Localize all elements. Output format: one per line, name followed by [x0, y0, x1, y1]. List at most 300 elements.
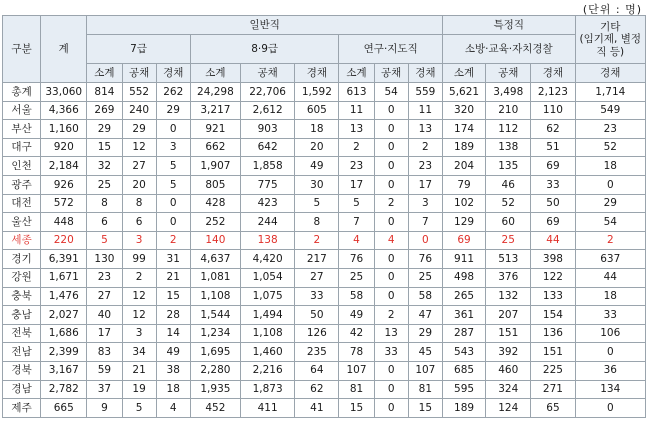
header-open: 공채	[241, 64, 295, 83]
table-cell: 448	[41, 213, 87, 232]
table-cell: 2,612	[241, 101, 295, 120]
table-cell: 34	[122, 343, 156, 362]
table-cell: 0	[156, 120, 190, 139]
table-cell: 0	[374, 250, 408, 269]
table-cell: 17	[408, 175, 442, 194]
table-cell: 18	[575, 157, 645, 176]
table-cell: 595	[442, 380, 485, 399]
table-cell: 40	[87, 306, 122, 325]
table-cell: 2	[295, 231, 339, 250]
table-cell: 0	[575, 343, 645, 362]
table-cell: 613	[339, 83, 374, 102]
table-cell: 9	[87, 399, 122, 418]
table-cell: 2,782	[41, 380, 87, 399]
header-career: 경채	[531, 64, 575, 83]
table-cell: 4	[339, 231, 374, 250]
table-cell: 2,184	[41, 157, 87, 176]
table-cell: 6	[87, 213, 122, 232]
table-cell: 81	[408, 380, 442, 399]
table-row	[3, 157, 646, 176]
row-region-name: 대구	[3, 138, 41, 157]
table-cell: 903	[241, 120, 295, 139]
table-cell: 174	[442, 120, 485, 139]
table-cell: 189	[442, 138, 485, 157]
table-cell: 76	[339, 250, 374, 269]
table-cell: 0	[374, 268, 408, 287]
table-cell: 0	[374, 287, 408, 306]
table-row	[3, 250, 646, 269]
table-cell: 52	[575, 138, 645, 157]
table-cell: 3	[122, 231, 156, 250]
table-cell: 4	[156, 399, 190, 418]
table-cell: 31	[156, 250, 190, 269]
table-cell: 62	[531, 120, 575, 139]
table-cell: 0	[374, 120, 408, 139]
table-cell: 2,123	[531, 83, 575, 102]
table-cell: 0	[374, 361, 408, 380]
table-cell: 25	[408, 268, 442, 287]
table-cell: 15	[339, 399, 374, 418]
table-cell: 207	[486, 306, 531, 325]
header-gubun: 구분	[3, 16, 41, 83]
table-cell: 411	[241, 399, 295, 418]
header-open: 공채	[374, 64, 408, 83]
table-cell: 3	[156, 138, 190, 157]
table-cell: 78	[339, 343, 374, 362]
table-cell: 12	[122, 287, 156, 306]
table-cell: 361	[442, 306, 485, 325]
table-row	[3, 324, 646, 343]
table-cell: 0	[374, 175, 408, 194]
table-cell: 29	[87, 120, 122, 139]
table-cell: 1,544	[190, 306, 240, 325]
table-cell: 27	[295, 268, 339, 287]
table-cell: 58	[408, 287, 442, 306]
table-cell: 920	[41, 138, 87, 157]
table-cell: 0	[374, 380, 408, 399]
table-cell: 1,907	[190, 157, 240, 176]
table-cell: 5	[295, 194, 339, 213]
table-cell: 14	[156, 324, 190, 343]
table-cell: 1,686	[41, 324, 87, 343]
table-row	[3, 399, 646, 418]
header-subtotal: 소계	[87, 64, 122, 83]
table-cell: 102	[442, 194, 485, 213]
table-cell: 240	[122, 101, 156, 120]
table-cell: 926	[41, 175, 87, 194]
table-cell: 1,476	[41, 287, 87, 306]
table-cell: 1,858	[241, 157, 295, 176]
table-cell: 0	[374, 213, 408, 232]
table-cell: 460	[486, 361, 531, 380]
header-special: 특정직	[442, 16, 575, 35]
table-cell: 1,494	[241, 306, 295, 325]
header-subtotal: 소계	[190, 64, 240, 83]
table-cell: 265	[442, 287, 485, 306]
header-career: 경채	[295, 64, 339, 83]
table-cell: 0	[374, 157, 408, 176]
table-cell: 428	[190, 194, 240, 213]
table-cell: 41	[295, 399, 339, 418]
table-cell: 151	[531, 343, 575, 362]
table-cell: 5	[339, 194, 374, 213]
table-cell: 5	[156, 157, 190, 176]
table-cell: 1,460	[241, 343, 295, 362]
table-row	[3, 120, 646, 139]
table-cell: 2,280	[190, 361, 240, 380]
table-cell: 134	[575, 380, 645, 399]
header-other	[575, 16, 645, 64]
table-row	[3, 138, 646, 157]
table-row	[3, 213, 646, 232]
table-cell: 2	[575, 231, 645, 250]
table-cell: 775	[241, 175, 295, 194]
row-region-name: 전남	[3, 343, 41, 362]
row-region-name: 제주	[3, 399, 41, 418]
table-cell: 29	[408, 324, 442, 343]
header-career: 경채	[156, 64, 190, 83]
header-research: 연구·지도직	[339, 35, 443, 64]
table-row	[3, 380, 646, 399]
table-cell: 18	[295, 120, 339, 139]
table-cell: 1,160	[41, 120, 87, 139]
unit-label: (단위 : 명)	[582, 3, 642, 16]
table-cell: 189	[442, 399, 485, 418]
table-cell: 1,592	[295, 83, 339, 102]
table-cell: 33	[531, 175, 575, 194]
table-row	[3, 83, 646, 102]
table-cell: 29	[575, 194, 645, 213]
table-cell: 23	[575, 120, 645, 139]
table-cell: 210	[486, 101, 531, 120]
table-cell: 5,621	[442, 83, 485, 102]
table-cell: 12	[122, 138, 156, 157]
table-cell: 12	[122, 306, 156, 325]
table-cell: 0	[156, 194, 190, 213]
table-cell: 24,298	[190, 83, 240, 102]
table-cell: 135	[486, 157, 531, 176]
table-cell: 136	[531, 324, 575, 343]
table-cell: 69	[442, 231, 485, 250]
table-cell: 122	[531, 268, 575, 287]
row-region-name: 서울	[3, 101, 41, 120]
table-cell: 54	[575, 213, 645, 232]
table-cell: 1,873	[241, 380, 295, 399]
header-general: 일반직	[87, 16, 443, 35]
table-cell: 21	[122, 361, 156, 380]
table-cell: 69	[531, 213, 575, 232]
table-cell: 58	[339, 287, 374, 306]
civil-servant-recruitment-table	[2, 15, 646, 418]
table-cell: 20	[295, 138, 339, 157]
header-special-sub: 소방·교육·자치경찰	[442, 35, 575, 64]
table-cell: 13	[408, 120, 442, 139]
table-cell: 1,075	[241, 287, 295, 306]
table-cell: 28	[156, 306, 190, 325]
table-cell: 23	[408, 157, 442, 176]
row-region-name: 경기	[3, 250, 41, 269]
table-row	[3, 175, 646, 194]
table-cell: 324	[486, 380, 531, 399]
table-cell: 49	[156, 343, 190, 362]
table-cell: 271	[531, 380, 575, 399]
table-cell: 320	[442, 101, 485, 120]
table-cell: 8	[122, 194, 156, 213]
table-cell: 46	[486, 175, 531, 194]
table-cell: 19	[122, 380, 156, 399]
table-cell: 51	[531, 138, 575, 157]
table-cell: 110	[531, 101, 575, 120]
table-cell: 11	[339, 101, 374, 120]
table-cell: 7	[408, 213, 442, 232]
table-cell: 0	[575, 175, 645, 194]
table-cell: 4,637	[190, 250, 240, 269]
table-cell: 69	[531, 157, 575, 176]
table-cell: 3,167	[41, 361, 87, 380]
table-row	[3, 194, 646, 213]
table-cell: 1,671	[41, 268, 87, 287]
table-cell: 20	[122, 175, 156, 194]
table-cell: 0	[156, 213, 190, 232]
table-cell: 0	[374, 138, 408, 157]
table-cell: 6,391	[41, 250, 87, 269]
table-cell: 59	[87, 361, 122, 380]
table-cell: 376	[486, 268, 531, 287]
table-cell: 2	[374, 194, 408, 213]
row-region-name: 충남	[3, 306, 41, 325]
table-cell: 1,695	[190, 343, 240, 362]
table-cell: 15	[408, 399, 442, 418]
table-cell: 2	[374, 306, 408, 325]
table-cell: 217	[295, 250, 339, 269]
table-cell: 3	[122, 324, 156, 343]
table-cell: 262	[156, 83, 190, 102]
table-cell: 130	[87, 250, 122, 269]
table-cell: 15	[87, 138, 122, 157]
table-cell: 29	[156, 101, 190, 120]
table-cell: 37	[87, 380, 122, 399]
header-subtotal: 소계	[339, 64, 374, 83]
table-cell: 3,498	[486, 83, 531, 102]
table-cell: 1,108	[190, 287, 240, 306]
row-region-name: 울산	[3, 213, 41, 232]
header-other-text: 기타 (임기제, 별정직 등)	[579, 20, 642, 58]
table-cell: 921	[190, 120, 240, 139]
table-cell: 2	[122, 268, 156, 287]
table-cell: 65	[531, 399, 575, 418]
table-cell: 642	[241, 138, 295, 157]
table-cell: 1,234	[190, 324, 240, 343]
table-cell: 33	[374, 343, 408, 362]
table-cell: 29	[122, 120, 156, 139]
table-cell: 62	[295, 380, 339, 399]
table-cell: 50	[295, 306, 339, 325]
table-cell: 2	[339, 138, 374, 157]
table-cell: 132	[486, 287, 531, 306]
row-region-name: 부산	[3, 120, 41, 139]
table-cell: 15	[156, 287, 190, 306]
table-cell: 8	[87, 194, 122, 213]
table-cell: 5	[87, 231, 122, 250]
table-row	[3, 268, 646, 287]
table-cell: 269	[87, 101, 122, 120]
table-cell: 252	[190, 213, 240, 232]
table-cell: 52	[486, 194, 531, 213]
table-cell: 79	[442, 175, 485, 194]
table-cell: 129	[442, 213, 485, 232]
table-cell: 27	[122, 157, 156, 176]
table-cell: 38	[156, 361, 190, 380]
table-cell: 32	[87, 157, 122, 176]
table-cell: 25	[486, 231, 531, 250]
table-cell: 4,366	[41, 101, 87, 120]
table-cell: 112	[486, 120, 531, 139]
table-cell: 2,399	[41, 343, 87, 362]
row-region-name: 인천	[3, 157, 41, 176]
table-cell: 498	[442, 268, 485, 287]
table-cell: 49	[295, 157, 339, 176]
table-cell: 50	[531, 194, 575, 213]
table-cell: 33	[295, 287, 339, 306]
table-cell: 805	[190, 175, 240, 194]
header-grade89: 8·9급	[190, 35, 339, 64]
table-cell: 13	[374, 324, 408, 343]
row-region-name: 충북	[3, 287, 41, 306]
table-cell: 220	[41, 231, 87, 250]
table-cell: 17	[87, 324, 122, 343]
table-row	[3, 231, 646, 250]
table-cell: 106	[575, 324, 645, 343]
table-cell: 911	[442, 250, 485, 269]
table-cell: 23	[87, 268, 122, 287]
table-cell: 3	[408, 194, 442, 213]
row-region-name: 강원	[3, 268, 41, 287]
row-region-name: 광주	[3, 175, 41, 194]
table-cell: 11	[408, 101, 442, 120]
table-row	[3, 287, 646, 306]
table-cell: 398	[531, 250, 575, 269]
table-cell: 99	[122, 250, 156, 269]
table-row	[3, 343, 646, 362]
table-cell: 225	[531, 361, 575, 380]
table-cell: 392	[486, 343, 531, 362]
table-cell: 107	[408, 361, 442, 380]
table-cell: 17	[339, 175, 374, 194]
table-cell: 42	[339, 324, 374, 343]
table-cell: 4	[374, 231, 408, 250]
header-grade7: 7급	[87, 35, 190, 64]
table-cell: 126	[295, 324, 339, 343]
table-cell: 138	[241, 231, 295, 250]
table-cell: 64	[295, 361, 339, 380]
table-cell: 1,108	[241, 324, 295, 343]
header-career: 경채	[575, 64, 645, 83]
table-cell: 30	[295, 175, 339, 194]
row-region-name: 총계	[3, 83, 41, 102]
table-cell: 814	[87, 83, 122, 102]
table-cell: 13	[339, 120, 374, 139]
table-cell: 138	[486, 138, 531, 157]
table-cell: 81	[339, 380, 374, 399]
table-cell: 0	[374, 399, 408, 418]
table-cell: 49	[339, 306, 374, 325]
table-cell: 2,216	[241, 361, 295, 380]
table-cell: 423	[241, 194, 295, 213]
table-cell: 0	[374, 101, 408, 120]
row-region-name: 대전	[3, 194, 41, 213]
table-cell: 2	[408, 138, 442, 157]
header-career: 경채	[408, 64, 442, 83]
table-cell: 1,054	[241, 268, 295, 287]
table-cell: 27	[87, 287, 122, 306]
table-cell: 60	[486, 213, 531, 232]
table-cell: 235	[295, 343, 339, 362]
table-cell: 33	[575, 306, 645, 325]
table-cell: 513	[486, 250, 531, 269]
table-cell: 637	[575, 250, 645, 269]
table-cell: 5	[122, 399, 156, 418]
table-cell: 543	[442, 343, 485, 362]
table-cell: 154	[531, 306, 575, 325]
table-cell: 4,420	[241, 250, 295, 269]
table-cell: 662	[190, 138, 240, 157]
table-cell: 685	[442, 361, 485, 380]
table-cell: 287	[442, 324, 485, 343]
table-cell: 0	[408, 231, 442, 250]
table-cell: 1,714	[575, 83, 645, 102]
header-total: 계	[41, 16, 87, 83]
table-cell: 18	[575, 287, 645, 306]
table-cell: 559	[408, 83, 442, 102]
header-subtotal: 소계	[442, 64, 485, 83]
table-cell: 0	[575, 399, 645, 418]
table-cell: 140	[190, 231, 240, 250]
table-cell: 21	[156, 268, 190, 287]
table-cell: 452	[190, 399, 240, 418]
table-cell: 124	[486, 399, 531, 418]
table-cell: 3,217	[190, 101, 240, 120]
table-cell: 1,935	[190, 380, 240, 399]
table-cell: 1,081	[190, 268, 240, 287]
table-cell: 76	[408, 250, 442, 269]
table-cell: 549	[575, 101, 645, 120]
table-body	[3, 83, 646, 418]
table-cell: 47	[408, 306, 442, 325]
table-cell: 44	[575, 268, 645, 287]
table-cell: 2,027	[41, 306, 87, 325]
row-region-name: 전북	[3, 324, 41, 343]
table-cell: 83	[87, 343, 122, 362]
table-cell: 44	[531, 231, 575, 250]
table-cell: 244	[241, 213, 295, 232]
table-cell: 151	[486, 324, 531, 343]
table-cell: 107	[339, 361, 374, 380]
table-cell: 665	[41, 399, 87, 418]
table-cell: 2	[156, 231, 190, 250]
table-cell: 7	[339, 213, 374, 232]
table-cell: 6	[122, 213, 156, 232]
table-cell: 8	[295, 213, 339, 232]
table-cell: 204	[442, 157, 485, 176]
table-cell: 133	[531, 287, 575, 306]
row-region-name: 경북	[3, 361, 41, 380]
table-cell: 45	[408, 343, 442, 362]
header-open: 공채	[122, 64, 156, 83]
table-cell: 18	[156, 380, 190, 399]
table-cell: 605	[295, 101, 339, 120]
table-cell: 552	[122, 83, 156, 102]
table-row	[3, 306, 646, 325]
